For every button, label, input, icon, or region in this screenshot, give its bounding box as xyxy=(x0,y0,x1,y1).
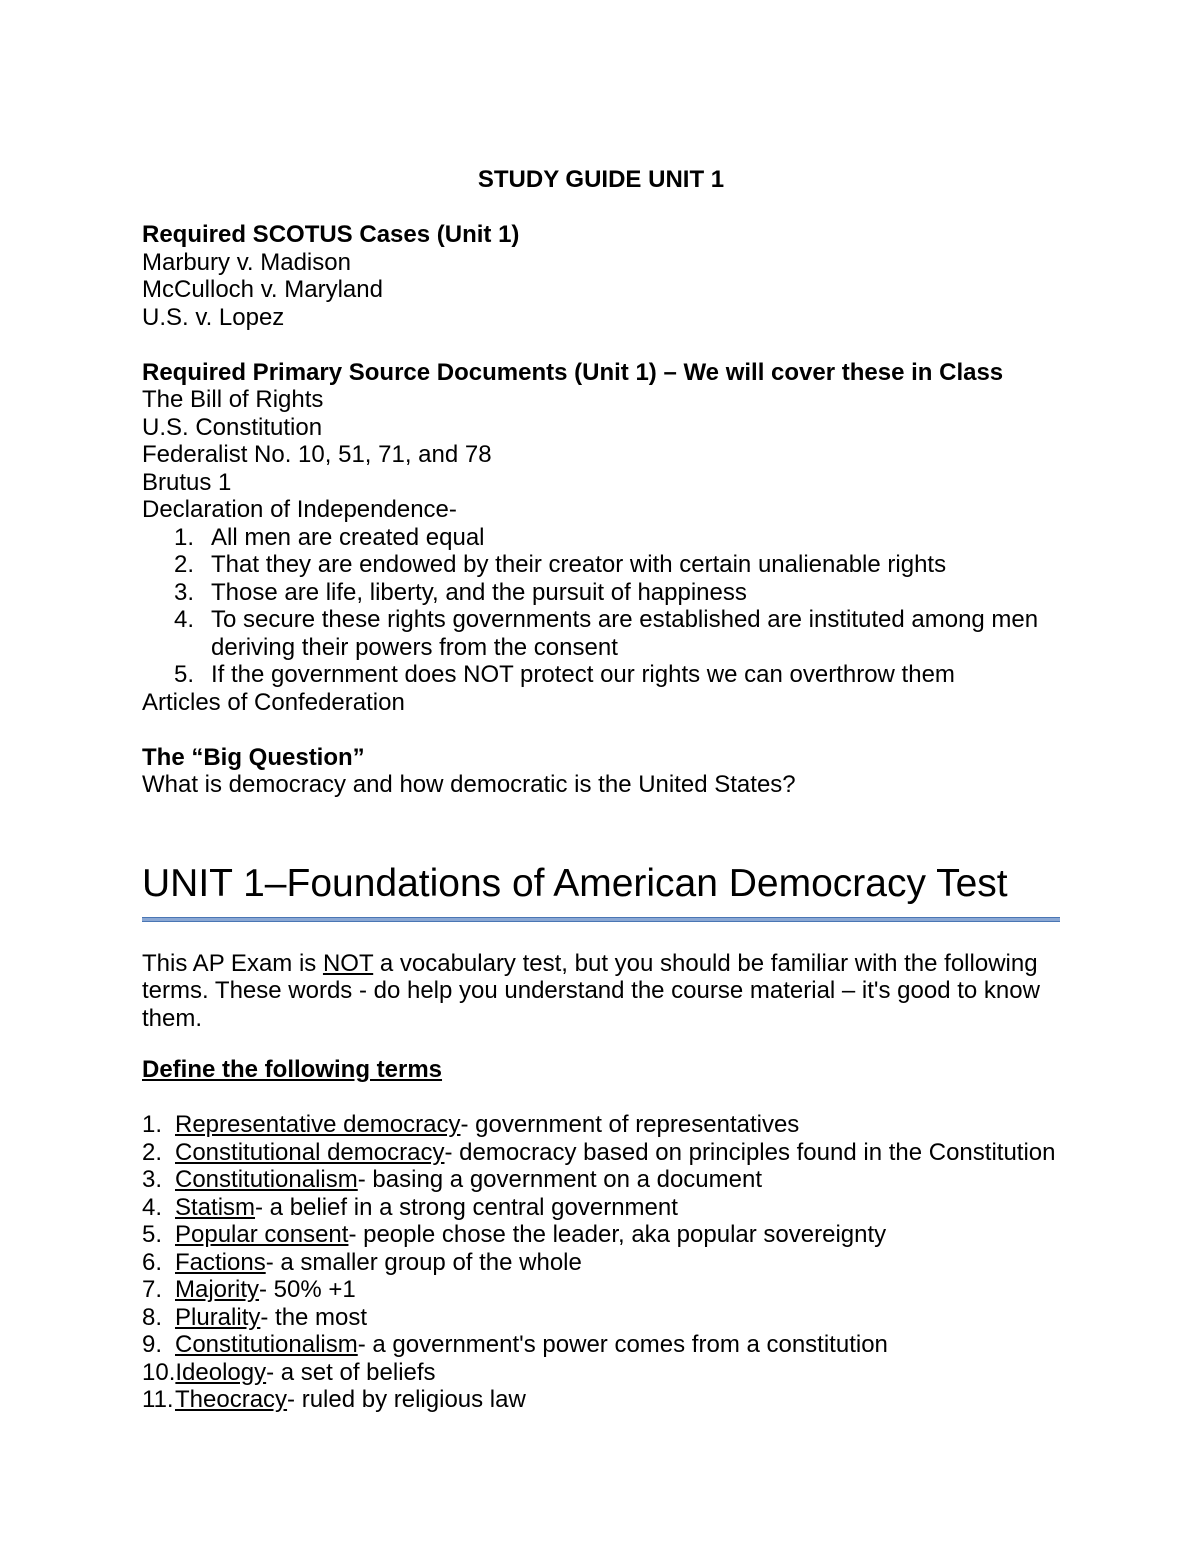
list-item xyxy=(174,579,1060,607)
term-number: 8. xyxy=(142,1303,163,1331)
big-question-heading: The “Big Question” xyxy=(142,743,365,771)
intro-text-before: This AP Exam is xyxy=(142,949,323,977)
list-item xyxy=(174,661,1060,689)
term-text xyxy=(175,1166,1060,1194)
term-definition: - a belief in a strong central government xyxy=(255,1193,678,1221)
term-definition: - ruled by religious law xyxy=(287,1386,526,1413)
articles-line: Articles of Confederation xyxy=(142,688,405,716)
term-item xyxy=(142,1221,1060,1249)
list-number: 5. xyxy=(174,661,195,688)
term-definition: - democracy based on principles found in the Constitution xyxy=(444,1138,1056,1166)
term-name: Constitutionalism xyxy=(175,1331,358,1358)
spacer xyxy=(142,194,1060,222)
intro-paragraph xyxy=(142,950,1060,1033)
term-definition: - the most xyxy=(260,1303,368,1331)
list-text: Those are life, liberty, and the pursuit of happiness xyxy=(211,578,747,606)
list-item xyxy=(174,606,1060,661)
scotus-section-heading: Required SCOTUS Cases (Unit 1) xyxy=(142,221,520,248)
term-text xyxy=(175,1359,1060,1387)
list-number: 3. xyxy=(174,578,195,606)
term-item xyxy=(142,1166,1060,1194)
term-item xyxy=(142,1111,1060,1139)
term-number: 2. xyxy=(142,1138,163,1166)
term-number: 7. xyxy=(142,1276,163,1303)
scotus-case: Marbury v. Madison xyxy=(142,248,351,276)
scotus-case: McCulloch v. Maryland xyxy=(142,276,383,303)
spacer xyxy=(142,331,1060,359)
list-number: 2. xyxy=(174,551,195,578)
primary-doc: Declaration of Independence- xyxy=(142,496,457,523)
term-name: Constitutionalism xyxy=(175,1166,358,1193)
list-text: That they are endowed by their creator with certain unalienable rights xyxy=(211,551,947,578)
term-definition: - a government's power comes from a constitution xyxy=(357,1331,888,1358)
term-text xyxy=(175,1249,1060,1277)
list-number: 4. xyxy=(174,606,195,633)
term-definition: - basing a government on a document xyxy=(357,1166,762,1193)
primary-doc: The Bill of Rights xyxy=(142,386,324,413)
big-question-text: What is democracy and how democratic is the United States? xyxy=(142,771,796,798)
term-text xyxy=(175,1304,1060,1332)
term-number: 3. xyxy=(142,1166,163,1193)
term-number: 5. xyxy=(142,1221,163,1248)
term-definition: - a set of beliefs xyxy=(266,1358,436,1386)
term-number: 9. xyxy=(142,1331,163,1358)
term-text xyxy=(175,1331,1060,1359)
term-text xyxy=(175,1111,1060,1139)
primary-doc: Federalist No. 10, 51, 71, and 78 xyxy=(142,441,492,468)
term-definition: - people chose the leader, aka popular sovereignty xyxy=(348,1221,887,1248)
term-item xyxy=(142,1249,1060,1277)
term-definition: - government of representatives xyxy=(460,1111,800,1138)
term-text xyxy=(175,1221,1060,1249)
term-text xyxy=(175,1276,1060,1304)
list-text: If the government does NOT protect our rights we can overthrow them xyxy=(211,661,955,688)
term-name: Majority xyxy=(175,1276,260,1303)
primary-doc: Brutus 1 xyxy=(142,468,232,496)
term-text xyxy=(175,1386,1060,1414)
term-name: Statism xyxy=(175,1193,256,1221)
term-item xyxy=(142,1331,1060,1359)
intro-not-underlined: NOT xyxy=(322,949,374,977)
term-name: Factions xyxy=(175,1248,266,1276)
doc-title: STUDY GUIDE UNIT 1 xyxy=(477,166,725,193)
term-name: Plurality xyxy=(175,1303,261,1331)
declaration-list xyxy=(142,524,1060,689)
term-item xyxy=(142,1304,1060,1332)
term-definition: - a smaller group of the whole xyxy=(265,1248,582,1276)
primary-section-heading: Required Primary Source Documents (Unit 1) – We will cover these in Class xyxy=(142,358,1004,386)
term-text xyxy=(175,1194,1060,1222)
unit-test-heading: UNIT 1–Foundations of American Democracy Test xyxy=(142,861,1008,905)
terms-list xyxy=(142,1111,1060,1414)
term-name: Ideology xyxy=(175,1358,267,1386)
term-text xyxy=(175,1139,1060,1167)
term-name: Theocracy xyxy=(175,1386,288,1413)
term-name: Constitutional democracy xyxy=(175,1138,445,1166)
term-item xyxy=(142,1139,1060,1167)
term-item xyxy=(142,1276,1060,1304)
list-text: All men are created equal xyxy=(211,523,485,551)
term-definition: - 50% +1 xyxy=(259,1276,356,1303)
heading-rule xyxy=(142,917,1060,922)
term-item xyxy=(142,1386,1060,1414)
primary-doc: U.S. Constitution xyxy=(142,413,323,441)
term-number: 11. xyxy=(142,1386,174,1413)
scotus-case: U.S. v. Lopez xyxy=(142,303,285,331)
term-number: 6. xyxy=(142,1248,163,1276)
list-item xyxy=(174,551,1060,579)
term-name: Popular consent xyxy=(175,1221,349,1248)
define-terms-heading: Define the following terms xyxy=(142,1056,443,1083)
term-name: Representative democracy xyxy=(175,1111,461,1138)
term-item xyxy=(142,1359,1060,1387)
intro-text-after: a vocabulary test, but you should be familiar with the following terms. These words - do help you understand the course material – it's good to know them. xyxy=(142,949,1040,1032)
term-item xyxy=(142,1194,1060,1222)
list-item xyxy=(174,524,1060,552)
list-number: 1. xyxy=(174,523,195,551)
spacer xyxy=(142,716,1060,744)
term-number: 10. xyxy=(142,1358,176,1386)
term-number: 4. xyxy=(142,1193,163,1221)
term-number: 1. xyxy=(142,1111,163,1138)
list-text: To secure these rights governments are established are instituted among men deriving their powers from the consent xyxy=(211,606,1039,661)
